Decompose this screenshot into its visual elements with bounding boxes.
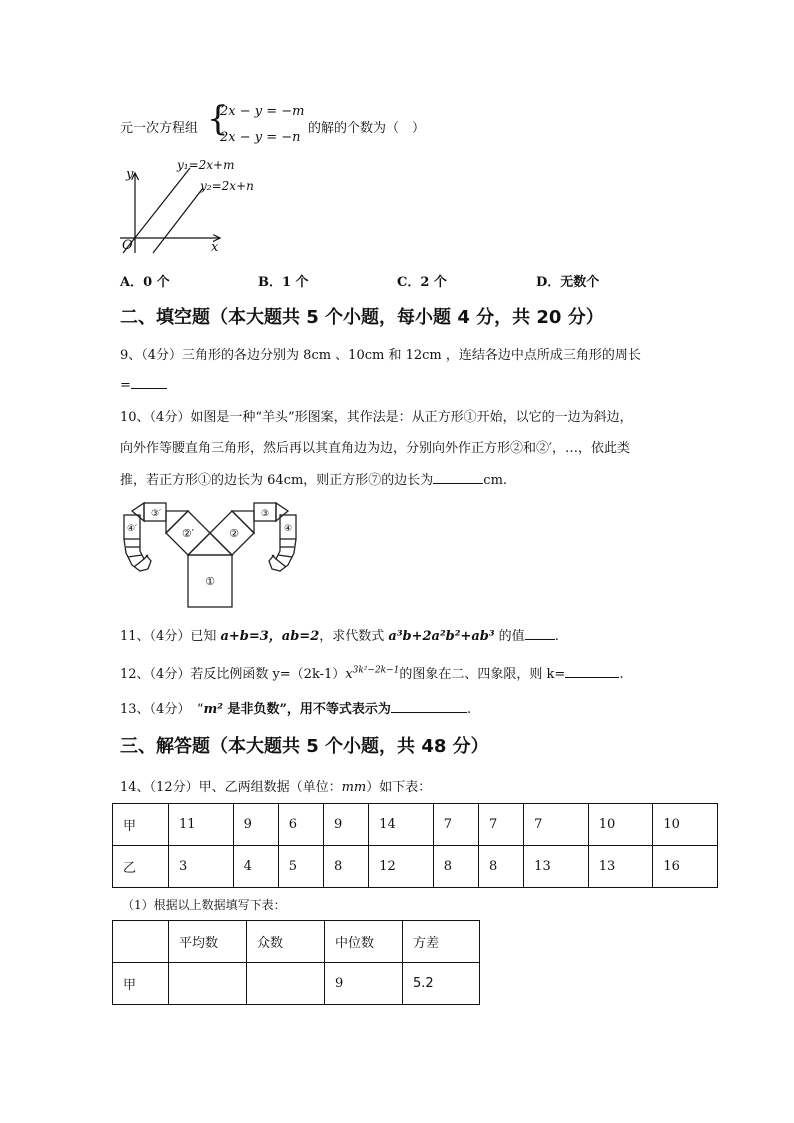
section2-title: 二、填空题（本大题共 5 个小题，每小题 4 分，共 20 分） <box>120 307 604 328</box>
stats-header-cell: 平均数 <box>169 921 247 963</box>
stats-row-jia <box>113 963 480 1005</box>
q14-intro-a: 14、（12分）甲、乙两组数据（单位： <box>120 780 342 795</box>
table-cell: 5 <box>278 846 323 888</box>
table-cell: 16 <box>653 846 718 888</box>
q12-suffix: 的图象在二、四象限，则 k= <box>399 667 566 682</box>
table-cell: 7 <box>524 804 589 846</box>
q10-line2: 向外作等腰直角三角形，然后再以其直角边为边，分别向外作正方形②和②′，…，依此类 <box>120 441 630 456</box>
q9-blank <box>131 376 167 389</box>
triangle-1 <box>188 533 232 555</box>
q13-line <box>120 698 471 717</box>
table-cell: 13 <box>588 846 653 888</box>
q13-mid: 是非负数”，用不等式表示为 <box>222 702 391 717</box>
brace: { <box>207 99 229 139</box>
stats-cell: 甲 <box>113 963 169 1005</box>
q11-end: . <box>554 629 559 644</box>
right-curl-inner <box>272 539 280 559</box>
q14-intro-b: ）如下表： <box>366 780 432 795</box>
triangle-3p <box>132 503 144 521</box>
table-cell: 10 <box>588 804 653 846</box>
table-cell: 8 <box>433 846 478 888</box>
q10-line3a: 推，若正方形①的边长为 64cm，则正方形⑦的边长为 <box>120 473 434 488</box>
label-sq4p: ④′ <box>126 524 138 534</box>
label-sq4: ④ <box>283 524 293 534</box>
label-sq3p: ③′ <box>150 509 162 519</box>
right-curl-seg3 <box>276 559 286 567</box>
left-curl-inner <box>140 539 148 559</box>
table-cell: 8 <box>478 846 523 888</box>
q9-eq: = <box>120 378 131 393</box>
table-cell: 11 <box>169 804 234 846</box>
q11-prefix: 11、（4分）已知 <box>120 629 221 644</box>
left-curl-seg3 <box>134 559 144 567</box>
right-curl-seg2 <box>278 555 292 557</box>
table-cell: 3 <box>169 846 234 888</box>
stats-header-cell <box>113 921 169 963</box>
q11-mid: ，求代数式 <box>319 629 389 644</box>
table-cell: 8 <box>323 846 368 888</box>
table-row-yi <box>113 846 718 888</box>
stats-cell <box>169 963 247 1005</box>
q8-eq1: 2x − y = −m <box>220 104 305 119</box>
q11-expr: a³b+2a²b²+ab³ <box>388 629 495 644</box>
triangle-3 <box>276 503 288 521</box>
table-cell: 7 <box>478 804 523 846</box>
label-sq2p: ②′ <box>181 527 195 540</box>
table-cell: 13 <box>524 846 589 888</box>
table-cell: 7 <box>433 804 478 846</box>
table-cell: 9 <box>323 804 368 846</box>
q12-blank <box>565 665 619 678</box>
table-cell: 4 <box>233 846 278 888</box>
data-table <box>112 803 718 888</box>
q8-eq2: 2x − y = −n <box>220 130 301 145</box>
table-cell: 6 <box>278 804 323 846</box>
option-c: C．2 个 <box>397 275 447 290</box>
q10-blank <box>433 471 483 484</box>
line1-label: y₁=2x+m <box>177 158 235 172</box>
q11-suffix: 的值 <box>494 629 525 644</box>
q12-end: . <box>619 667 624 682</box>
q13-prefix: 13、（4分） “ <box>120 702 204 717</box>
q11-cond: a+b=3，ab=2 <box>220 629 320 644</box>
table-cell: 甲 <box>113 804 169 846</box>
q14-intro <box>120 776 431 795</box>
table-row-jia <box>113 804 718 846</box>
label-sq3: ③ <box>260 509 270 519</box>
origin-label: O <box>122 238 133 253</box>
stats-cell <box>247 963 325 1005</box>
q12-line <box>120 663 623 682</box>
sheep-head-figure <box>118 495 308 615</box>
label-sq1: ① <box>205 575 215 588</box>
q8-graph <box>115 158 265 258</box>
q12-prefix: 12、（4分）若反比例函数 y=（2k-1） <box>120 667 346 682</box>
table-cell: 乙 <box>113 846 169 888</box>
q14-sub1: （1）根据以上数据填写下表： <box>122 898 286 912</box>
stats-header-cell: 中位数 <box>325 921 403 963</box>
left-curl-seg2 <box>128 555 142 557</box>
q10-line1: 10、（4分）如图是一种“羊头”形图案，其作法是：从正方形①开始，以它的一边为斜边， <box>120 410 633 425</box>
q13-expr: m² <box>203 702 223 717</box>
section3-title: 三、解答题（本大题共 5 个小题，共 48 分） <box>120 736 489 757</box>
table-cell: 14 <box>369 804 434 846</box>
y-axis-label: y <box>126 167 134 182</box>
stats-header-cell: 众数 <box>247 921 325 963</box>
x-axis-label: x <box>211 240 219 255</box>
q9-line2 <box>120 376 167 393</box>
table-cell: 9 <box>233 804 278 846</box>
q14-unit: mm <box>341 780 367 795</box>
stats-header-row <box>113 921 480 963</box>
table-cell: 12 <box>369 846 434 888</box>
label-sq2: ② <box>229 527 239 540</box>
q11-line <box>120 625 559 644</box>
line2-label: y₂=2x+n <box>200 179 254 193</box>
stats-header-cell: 方差 <box>403 921 480 963</box>
option-a: A．0 个 <box>120 275 170 290</box>
stats-table <box>112 920 480 1005</box>
option-b: B．1 个 <box>258 275 309 290</box>
q12-exponent: 3k²−2k−1 <box>352 665 400 676</box>
q8-prefix: 元一次方程组 <box>120 121 199 136</box>
q9-line1: 9、（4分）三角形的各边分别为 8cm 、10cm 和 12cm ，连结各边中点所成三角形的周长 <box>120 348 641 363</box>
q12-base: x <box>345 667 353 682</box>
line2-graph <box>153 188 203 253</box>
q10-line3b: cm. <box>483 473 508 488</box>
stats-cell: 5.2 <box>403 963 480 1005</box>
table-cell: 10 <box>653 804 718 846</box>
q13-blank <box>391 700 467 713</box>
q8-suffix: 的解的个数为（ ） <box>308 121 426 136</box>
q11-blank <box>525 627 555 640</box>
stats-cell: 9 <box>325 963 403 1005</box>
q13-end: . <box>466 702 472 717</box>
option-d: D．无数个 <box>536 275 600 290</box>
q10-line3 <box>120 469 507 488</box>
